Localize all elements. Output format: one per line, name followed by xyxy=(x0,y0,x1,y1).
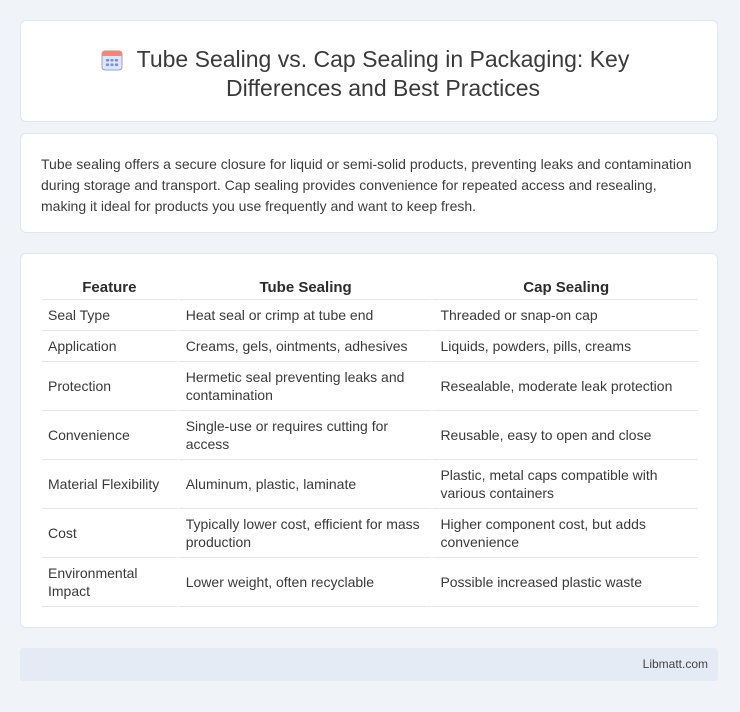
row-cap: Possible increased plastic waste xyxy=(431,558,698,607)
table-row xyxy=(42,362,698,411)
row-tube: Creams, gels, ointments, adhesives xyxy=(177,331,432,362)
row-feature: Material Flexibility xyxy=(42,460,177,509)
row-feature: Convenience xyxy=(42,411,177,460)
row-feature: Application xyxy=(42,331,177,362)
row-cap: Plastic, metal caps compatible with various containers xyxy=(431,460,698,509)
header-feature: Feature xyxy=(42,276,177,300)
table-row xyxy=(42,509,698,558)
row-tube: Lower weight, often recyclable xyxy=(177,558,432,607)
page-title xyxy=(109,45,630,103)
footer-bar xyxy=(20,648,718,681)
header-tube-sealing: Tube Sealing xyxy=(177,276,432,300)
title-wrap xyxy=(21,45,717,103)
intro-paragraph: Tube sealing offers a secure closure for liquid or semi-solid products, preventing leaks and contamination during storage and transport. Cap sealing provides convenience for repeated access and resealing, making it ideal for products you use frequently and want to keep fresh. xyxy=(41,156,692,214)
row-feature: Environmental Impact xyxy=(42,558,177,607)
calendar-icon xyxy=(101,49,123,71)
table-row xyxy=(42,411,698,460)
row-tube: Heat seal or crimp at tube end xyxy=(177,300,432,331)
table-header-row xyxy=(42,276,698,300)
comparison-card xyxy=(20,253,718,628)
row-cap: Resealable, moderate leak protection xyxy=(431,362,698,411)
header-cap-sealing: Cap Sealing xyxy=(431,276,698,300)
row-feature: Cost xyxy=(42,509,177,558)
row-tube: Single-use or requires cutting for access xyxy=(177,411,432,460)
row-cap: Threaded or snap-on cap xyxy=(431,300,698,331)
row-cap: Higher component cost, but adds convenience xyxy=(431,509,698,558)
row-tube: Hermetic seal preventing leaks and contamination xyxy=(177,362,432,411)
table-row xyxy=(42,331,698,362)
title-card xyxy=(20,20,718,122)
footer-site-link[interactable]: Libmatt.com xyxy=(642,657,708,671)
row-tube: Aluminum, plastic, laminate xyxy=(177,460,432,509)
table-row xyxy=(42,558,698,607)
table-row xyxy=(42,460,698,509)
row-feature: Seal Type xyxy=(42,300,177,331)
row-tube: Typically lower cost, efficient for mass production xyxy=(177,509,432,558)
page-title-line1: Tube Sealing vs. Cap Sealing in Packaging: Key xyxy=(136,46,630,72)
row-feature: Protection xyxy=(42,362,177,411)
table-row xyxy=(42,300,698,331)
row-cap: Reusable, easy to open and close xyxy=(431,411,698,460)
intro-card xyxy=(20,133,718,233)
page-title-line2: Differences and Best Practices xyxy=(225,75,541,101)
comparison-table xyxy=(42,276,698,607)
row-cap: Liquids, powders, pills, creams xyxy=(431,331,698,362)
